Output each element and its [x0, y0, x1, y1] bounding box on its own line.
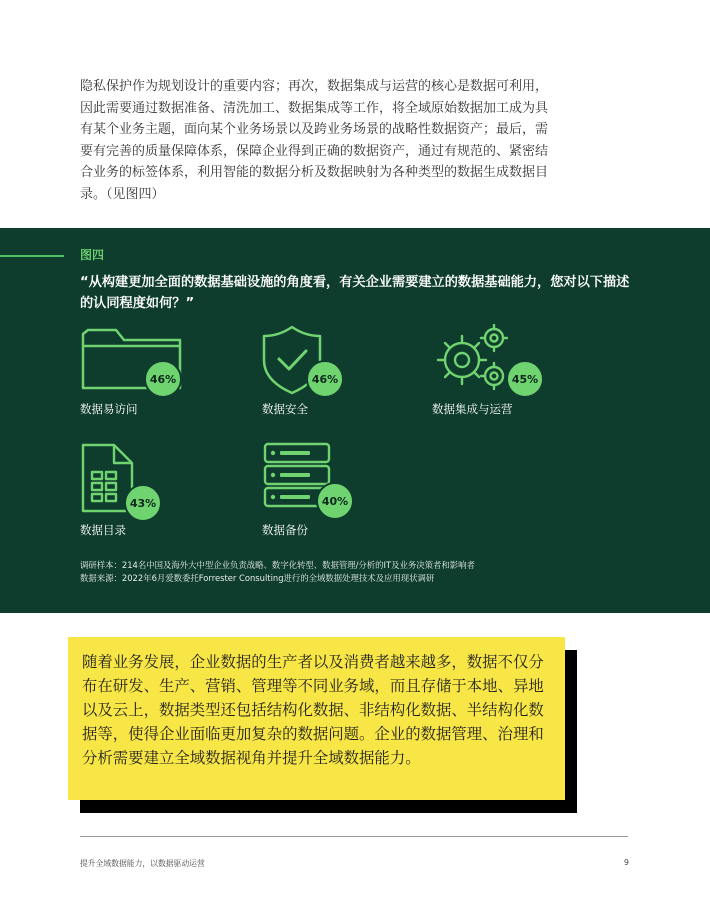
- footer-title: 提升全域数据能力，以数据驱动运营: [80, 859, 205, 868]
- stat-label: 数据备份: [262, 523, 308, 537]
- stat-label: 数据集成与运营: [432, 402, 513, 416]
- stat-data-security: [262, 324, 412, 434]
- stat-data-catalog: [80, 442, 230, 552]
- figure-question: “从构建更加全面的数据基础设施的角度看，有关企业需要建立的数据基础能力，您对以下描述的认同程度如何？”: [80, 275, 630, 311]
- footer-divider: [80, 836, 628, 837]
- callout-box: [68, 637, 565, 800]
- percent-badge: 45%: [506, 360, 544, 398]
- percent-badge: 40%: [316, 482, 354, 520]
- percent-badge: 46%: [144, 360, 182, 398]
- sample-note: 调研样本：214名中国及海外大中型企业负责战略、数字化转型、数据管理/分析的IT及业务决策者和影响者: [80, 560, 475, 570]
- source-note: 数据来源：2022年6月爱数委托Forrester Consulting进行的全域数据处理技术及应用现状调研: [80, 573, 435, 583]
- percent-badge: 43%: [124, 484, 162, 522]
- page-number: 9: [624, 858, 629, 867]
- stat-label: 数据目录: [80, 523, 126, 537]
- percent-badge: 46%: [306, 360, 344, 398]
- stat-data-integration: [432, 324, 582, 434]
- stat-data-access: [80, 324, 230, 434]
- intro-text: [80, 76, 550, 206]
- stat-label: 数据安全: [262, 402, 308, 416]
- figure-panel: [0, 228, 710, 613]
- stat-label: 数据易访问: [80, 402, 138, 416]
- figure-label: 图四: [80, 248, 105, 262]
- stat-data-backup: [262, 442, 412, 552]
- figure-accent-rule: [0, 255, 64, 257]
- callout-text: 随着业务发展，企业数据的生产者以及消费者越来越多，数据不仅分布在研发、生产、营销、管理等不同业务域，而且存储于本地、异地以及云上，数据类型还包括结构化数据、非结构化数据、半结构化数据等，使得企业面临更加复杂的数据问题。企业的数据管理、治理和分析需要建立全域数据视角并提升全域数据能力。: [82, 653, 544, 767]
- figure-notes: [80, 559, 475, 585]
- intro-paragraph: 隐私保护作为规划设计的重要内容；再次，数据集成与运营的核心是数据可利用，因此需要通过数据准备、清洗加工、数据集成等工作，将全域原始数据加工成为具有某个业务主题，面向某个业务场景以及跨业务场景的战略性数据资产；最后，需要有完善的质量保障体系，保障企业得到正确的数据资产，通过有规范的、紧密结合业务的标签体系，利用智能的数据分析及数据映射为各种类型的数据生成数据目录。（见图四）: [80, 79, 549, 202]
